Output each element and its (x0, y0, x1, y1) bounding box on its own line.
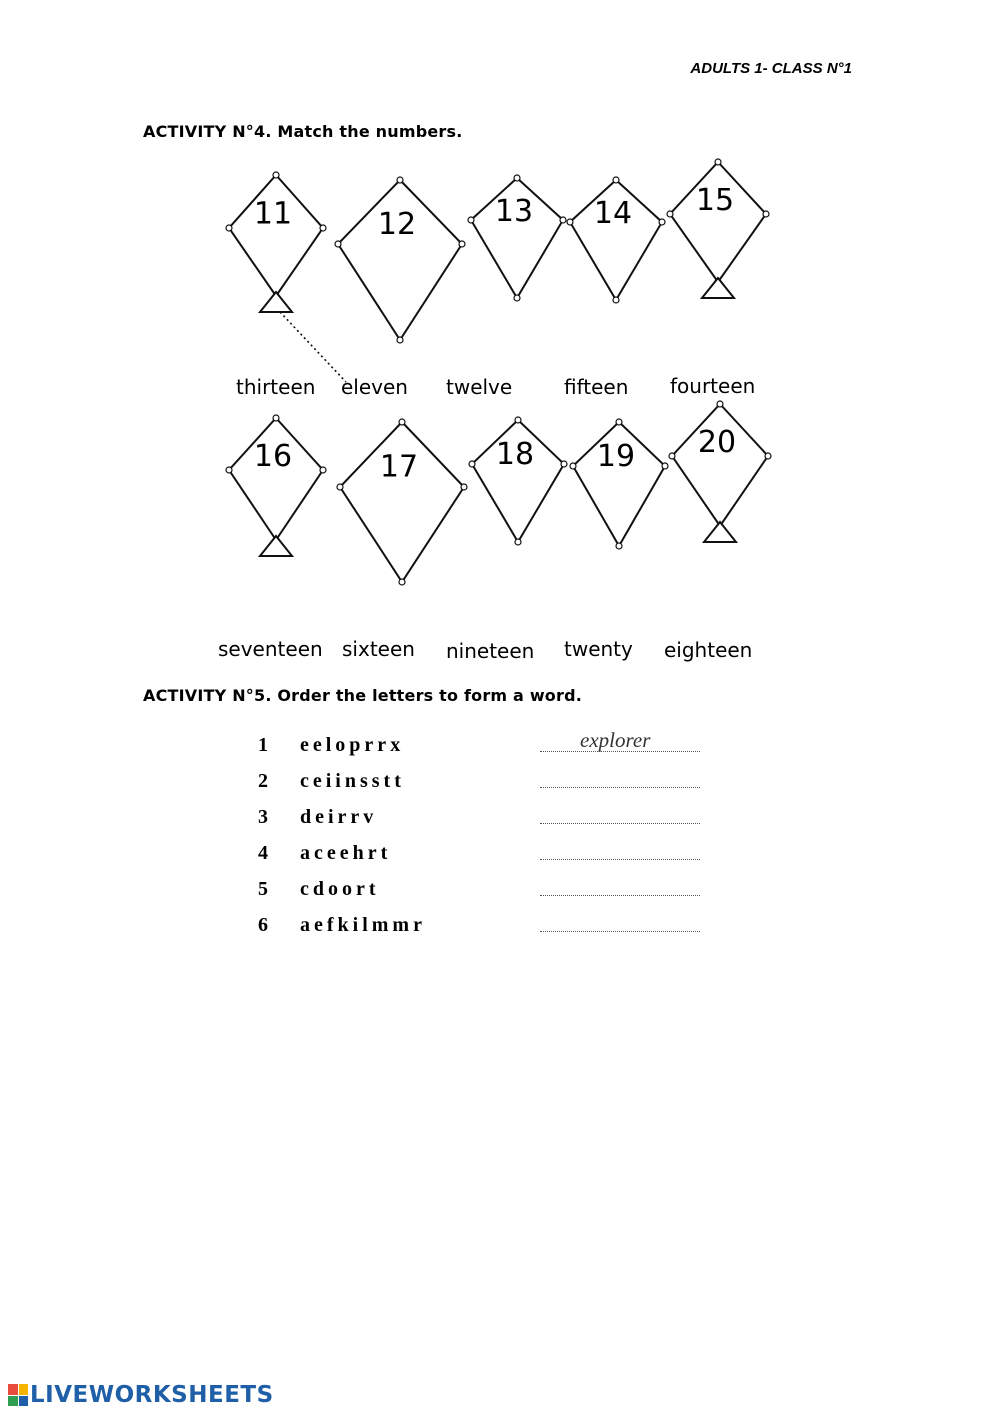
kite-knot (226, 225, 232, 231)
jumble-number: 2 (258, 770, 268, 792)
jumble-number: 6 (258, 914, 268, 936)
kite-knot (397, 177, 403, 183)
word-bottom-1[interactable]: seventeen (218, 637, 323, 661)
kite-shape (338, 180, 462, 340)
answer-field-6[interactable] (540, 931, 700, 932)
kite-number: 16 (253, 439, 293, 474)
kite-12 (335, 177, 465, 343)
jumble-letters: aefkilmmr (300, 914, 426, 936)
kite-shape (340, 422, 464, 582)
kite-knot (659, 219, 665, 225)
kite-number: 12 (377, 207, 417, 242)
answer-field-3[interactable] (540, 823, 700, 824)
kite-knot (515, 417, 521, 423)
kite-illustration (0, 0, 1000, 700)
kite-tail (702, 278, 734, 298)
kite-19 (570, 419, 668, 549)
kite-knot (399, 579, 405, 585)
kite-knot (765, 453, 771, 459)
kite-number: 20 (697, 425, 737, 460)
kite-knot (570, 463, 576, 469)
jumble-letters: cdoort (300, 878, 380, 900)
word-bottom-5[interactable]: eighteen (664, 638, 753, 662)
kite-knot (320, 225, 326, 231)
word-bottom-2[interactable]: sixteen (342, 637, 415, 661)
kite-knot (335, 241, 341, 247)
jumble-number: 4 (258, 842, 268, 864)
kite-knot (567, 219, 573, 225)
kite-number: 19 (596, 439, 636, 474)
kite-shape (229, 418, 323, 540)
kite-knot (468, 217, 474, 223)
kite-knot (515, 539, 521, 545)
kite-knot (461, 484, 467, 490)
kite-knot (514, 295, 520, 301)
kite-13 (468, 175, 566, 301)
logo-square (19, 1396, 29, 1407)
kite-knot (337, 484, 343, 490)
kite-15 (667, 159, 769, 298)
activity-4-title: ACTIVITY N°4. Match the numbers. (143, 122, 463, 141)
jumble-number: 1 (258, 734, 268, 756)
kite-shape (672, 404, 768, 526)
kite-number: 13 (494, 194, 534, 229)
kite-knot (514, 175, 520, 181)
jumble-number: 3 (258, 806, 268, 828)
kite-tail (260, 292, 292, 312)
word-bottom-3[interactable]: nineteen (446, 639, 535, 663)
kite-knot (613, 297, 619, 303)
kite-knot (763, 211, 769, 217)
page-header-title: ADULTS 1- CLASS N°1 (690, 60, 852, 77)
kite-knot (273, 172, 279, 178)
answer-field-4[interactable] (540, 859, 700, 860)
kite-knot (226, 467, 232, 473)
logo-grid-icon (8, 1384, 28, 1406)
kite-knot (397, 337, 403, 343)
word-top-1[interactable]: thirteen (236, 375, 316, 399)
logo-text: LIVEWORKSHEETS (30, 1382, 274, 1408)
kite-knot (667, 211, 673, 217)
kite-20 (669, 401, 771, 542)
kite-14 (567, 177, 665, 303)
kite-number: 14 (593, 196, 633, 231)
jumble-number: 5 (258, 878, 268, 900)
answer-field-5[interactable] (540, 895, 700, 896)
answer-field-1[interactable] (540, 751, 700, 752)
logo-square (8, 1384, 18, 1395)
kite-number: 17 (379, 449, 419, 485)
logo-square (8, 1396, 18, 1407)
kite-tail (704, 522, 736, 542)
kite-11 (226, 172, 326, 312)
kite-knot (561, 461, 567, 467)
kite-knot (273, 415, 279, 421)
kite-number: 18 (495, 437, 535, 472)
kite-knot (715, 159, 721, 165)
kite-knot (469, 461, 475, 467)
kite-knot (616, 419, 622, 425)
answer-field-2[interactable] (540, 787, 700, 788)
word-top-4[interactable]: fifteen (564, 375, 629, 399)
kite-shape (229, 175, 323, 296)
jumble-letters: ceiinsstt (300, 770, 405, 792)
jumble-letters: eeloprrx (300, 734, 405, 756)
word-top-2[interactable]: eleven (341, 375, 408, 399)
kite-knot (560, 217, 566, 223)
kite-knot (320, 467, 326, 473)
kite-number: 11 (253, 196, 293, 232)
kite-17 (337, 419, 467, 585)
jumble-letters: aceehrt (300, 842, 392, 864)
kite-knot (717, 401, 723, 407)
kite-knot (459, 241, 465, 247)
kite-number: 15 (695, 183, 735, 218)
kite-knot (669, 453, 675, 459)
example-match-line (280, 312, 346, 382)
kite-knot (662, 463, 668, 469)
word-top-5[interactable]: fourteen (670, 374, 756, 398)
activity-5-title: ACTIVITY N°5. Order the letters to form a word. (143, 686, 583, 705)
liveworksheets-logo (8, 1380, 274, 1410)
logo-square (19, 1384, 29, 1395)
kite-knot (616, 543, 622, 549)
jumble-letters: deirrv (300, 806, 378, 828)
kite-16 (226, 415, 326, 556)
kite-tail (260, 536, 292, 556)
answer-1-text[interactable]: explorer (580, 728, 651, 752)
kite-shape (670, 162, 766, 282)
kite-knot (399, 419, 405, 425)
kite-18 (469, 417, 567, 545)
word-bottom-4[interactable]: twenty (564, 637, 633, 661)
word-top-3[interactable]: twelve (446, 375, 513, 399)
kite-knot (613, 177, 619, 183)
